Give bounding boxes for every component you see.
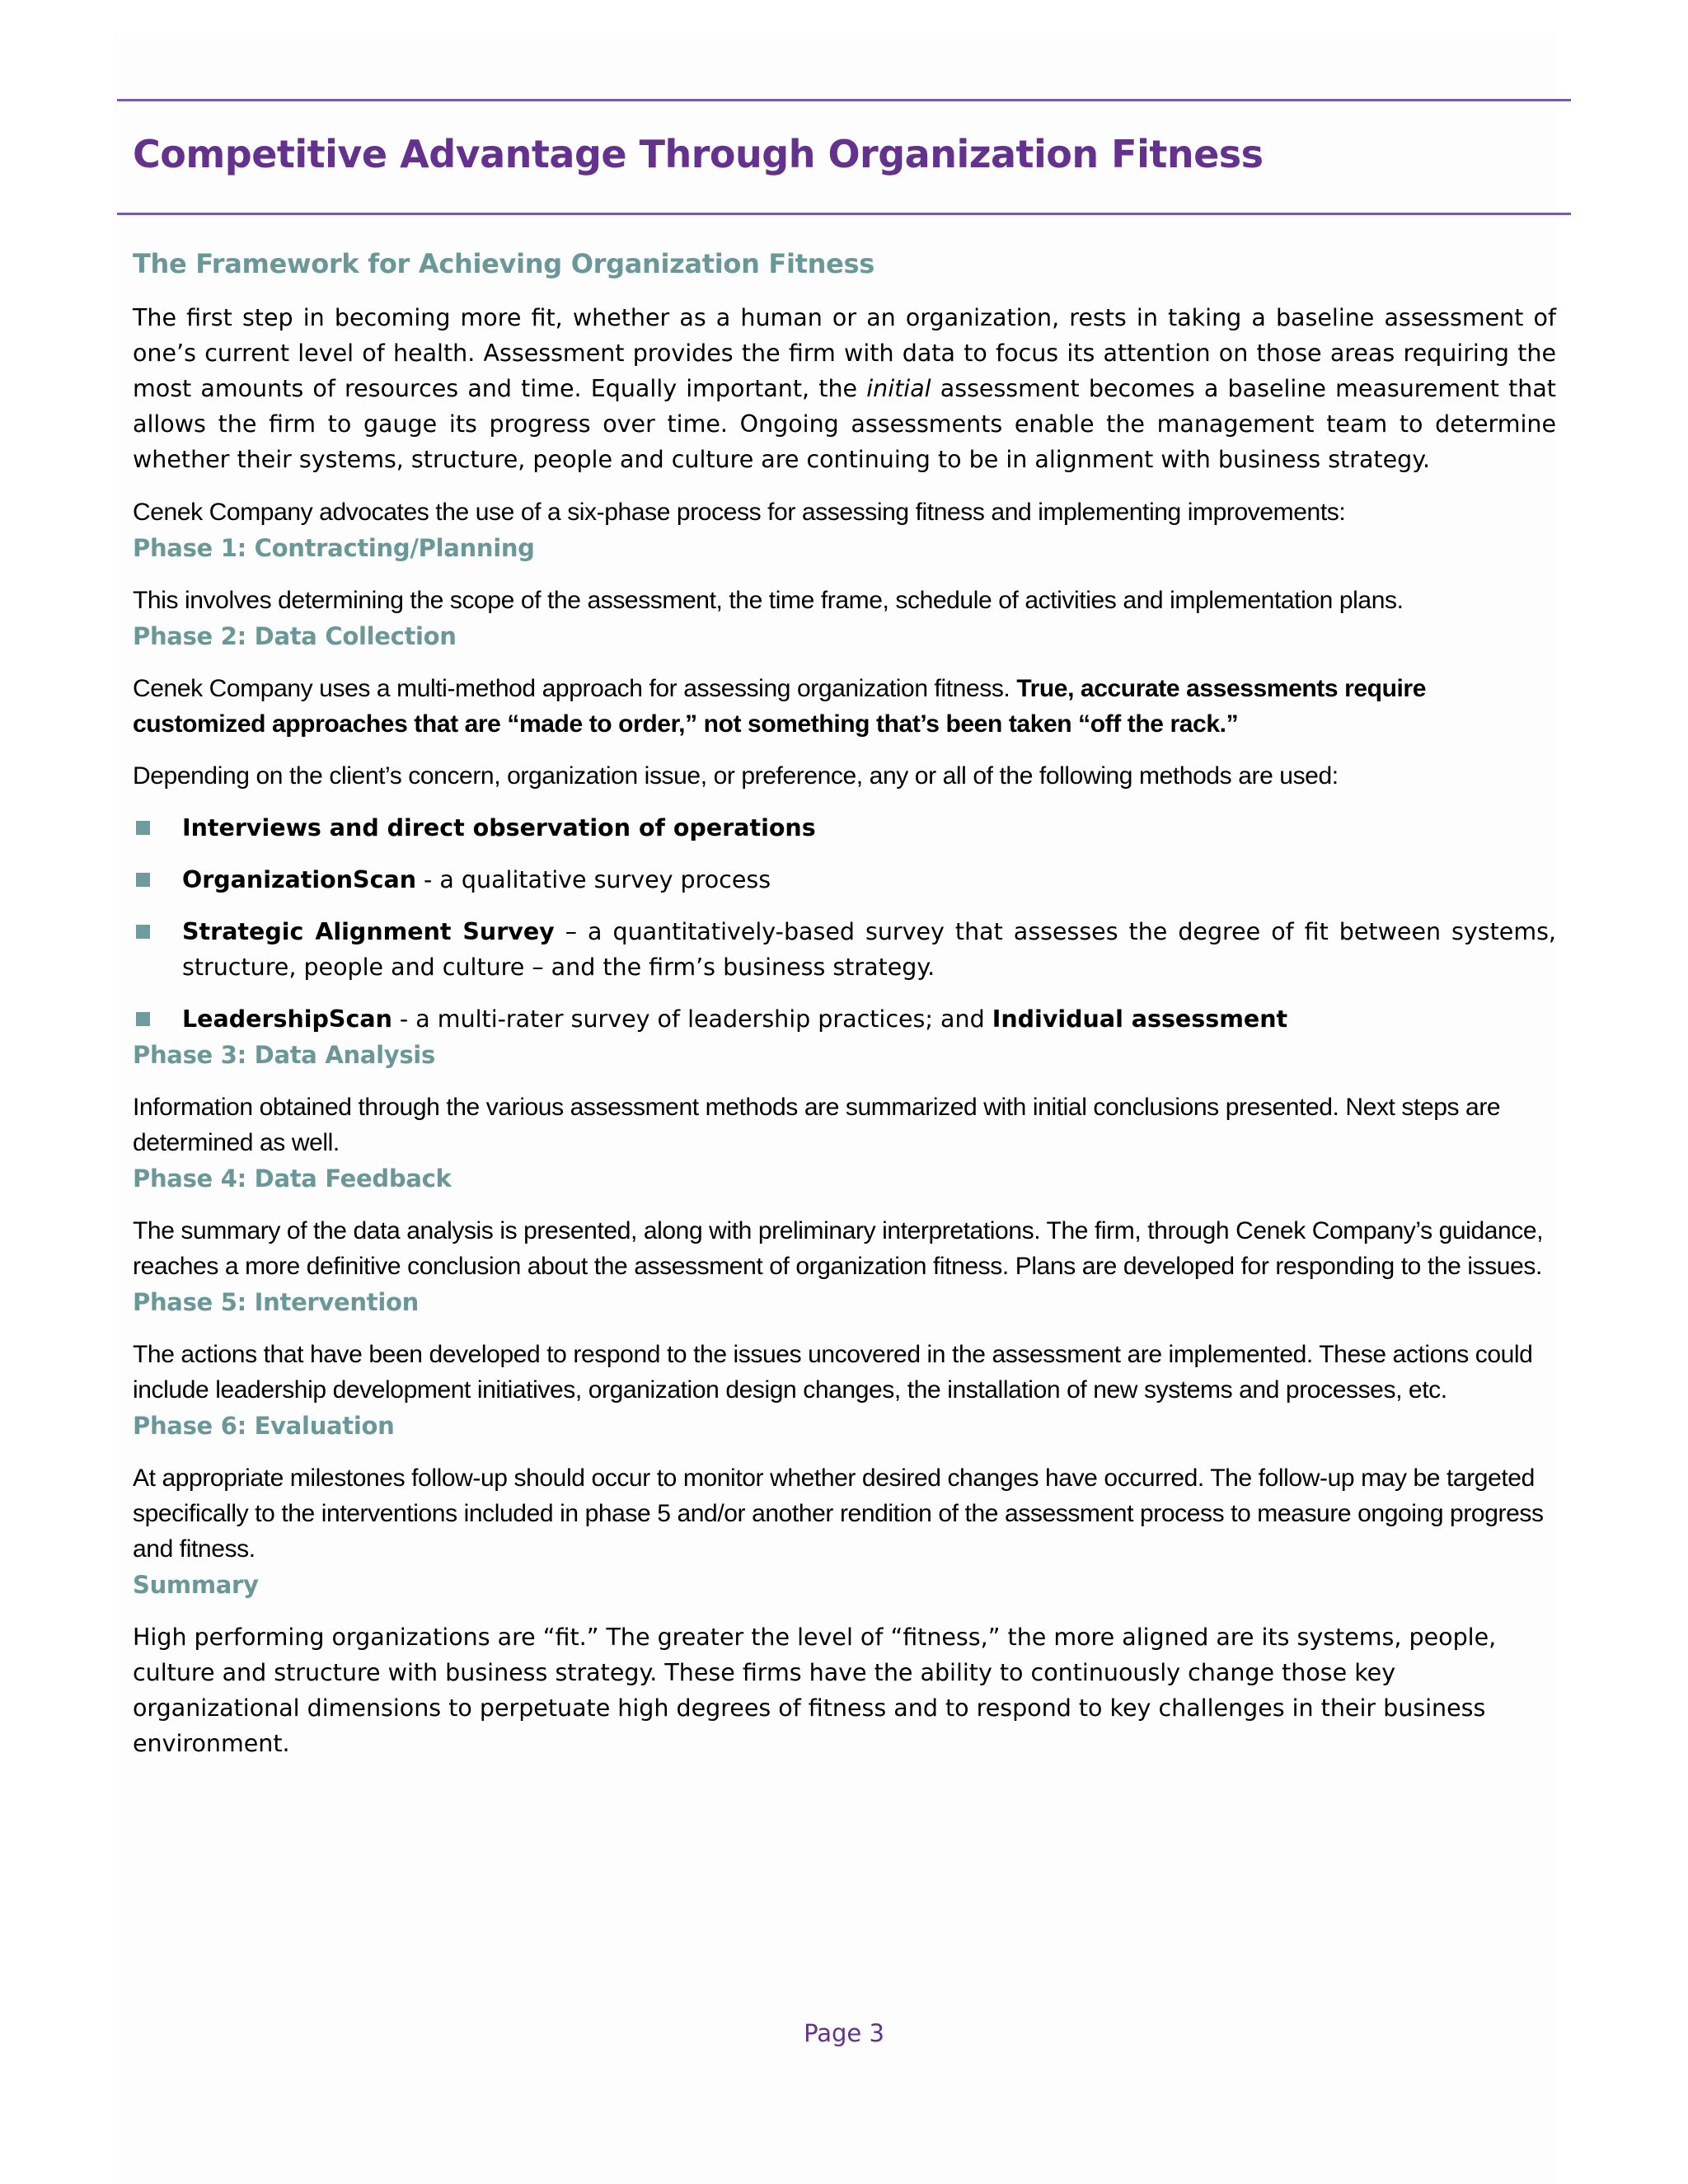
method-name: LeadershipScan — [182, 1005, 392, 1033]
method-description: - a multi-rater survey of leadership practices; and — [392, 1005, 992, 1033]
phase2-text-plain: Cenek Company uses a multi-method approach for assessing organization fitness. — [133, 675, 1017, 702]
phase1-heading: Phase 1: Contracting/Planning — [133, 534, 535, 562]
phase5-text: The actions that have been developed to respond to the issues uncovered in the assessment are implemented. These actions could include leadership development initiatives, organization design changes, the installation of new systems and processes, etc. — [133, 1341, 1533, 1404]
section-heading: The Framework for Achieving Organization Fitness — [133, 248, 875, 279]
method-description: - a qualitative survey process — [416, 866, 771, 893]
list-item — [133, 914, 1556, 985]
methods-intro: Depending on the client’s concern, organization issue, or preference, any or all of the following methods are used: — [133, 762, 1339, 790]
phase2-text — [133, 671, 1556, 742]
phase2-heading: Phase 2: Data Collection — [133, 622, 457, 650]
square-bullet-icon — [136, 873, 150, 887]
square-bullet-icon — [136, 1012, 150, 1026]
document-body — [133, 244, 1556, 1761]
top-divider — [117, 99, 1571, 101]
square-bullet-icon — [136, 925, 150, 939]
intro-italic-word: initial — [866, 375, 931, 402]
methods-list — [133, 810, 1556, 1037]
title-divider — [117, 213, 1571, 215]
phase4-heading: Phase 4: Data Feedback — [133, 1165, 452, 1193]
method-name-secondary: Individual assessment — [992, 1005, 1288, 1033]
method-name: OrganizationScan — [182, 866, 416, 893]
intro-paragraph — [133, 300, 1556, 477]
phase2-text-bold: True, accurate assessments require customized approaches that are “made to order,” not something that’s been taken “off the rack.” — [133, 675, 1426, 738]
list-item — [133, 1001, 1556, 1037]
phase6-heading: Phase 6: Evaluation — [133, 1412, 395, 1440]
method-name: Interviews and direct observation of operations — [182, 814, 816, 841]
square-bullet-icon — [136, 821, 150, 835]
phase3-heading: Phase 3: Data Analysis — [133, 1041, 435, 1069]
list-item — [133, 810, 1556, 846]
method-name: Strategic Alignment Survey — [182, 918, 555, 945]
summary-text: High performing organizations are “fit.” The greater the level of “fitness,” the more aligned are its systems, people, culture and structure with business strategy. These firms have the ability to continuously change those key organizational dimensions to perpetuate high degrees of fitness and to respond to key challenges in their business environment. — [133, 1624, 1497, 1757]
document-title: Competitive Advantage Through Organization Fitness — [133, 132, 1264, 176]
phase4-text: The summary of the data analysis is presented, along with preliminary interpretations. The firm, through Cenek Company’s guidance, reaches a more definitive conclusion about the assessment of organization fitness. Plans are developed for responding to the issues. — [133, 1217, 1544, 1280]
page-number: Page 3 — [804, 2019, 884, 2047]
phase3-text: Information obtained through the various assessment methods are summarized with initial conclusions presented. Next steps are determined as well. — [133, 1094, 1501, 1156]
intro-text-part2: assessment becomes a baseline measurement that allows the firm to gauge its progress over time. Ongoing assessments enable the management team to determine whether their systems, structure, people and culture are continuing to be in alignment with business strategy. — [133, 375, 1556, 473]
phase5-heading: Phase 5: Intervention — [133, 1288, 419, 1316]
phase1-text: This involves determining the scope of the assessment, the time frame, schedule of activities and implementation plans. — [133, 587, 1404, 614]
summary-heading: Summary — [133, 1571, 259, 1599]
phase6-text: At appropriate milestones follow-up should occur to monitor whether desired changes have occurred. The follow-up may be targeted specifically to the interventions included in phase 5 and/or another rendition of the assessment process to measure ongoing progress and fitness. — [133, 1465, 1544, 1563]
list-item — [133, 862, 1556, 898]
method-description: – a quantitatively-based survey that assesses the degree of fit between systems, structure, people and culture – and the firm’s business strategy. — [182, 918, 1556, 981]
intro-text-part1: The first step in becoming more fit, whether as a human or an organization, rests in taking a baseline assessment of one’s current level of health. Assessment provides the firm with data to focus its attention on those areas requiring the most amounts of resources and time. Equally important, the — [133, 304, 1556, 402]
process-intro: Cenek Company advocates the use of a six-phase process for assessing fitness and implementing improvements: — [133, 499, 1346, 526]
